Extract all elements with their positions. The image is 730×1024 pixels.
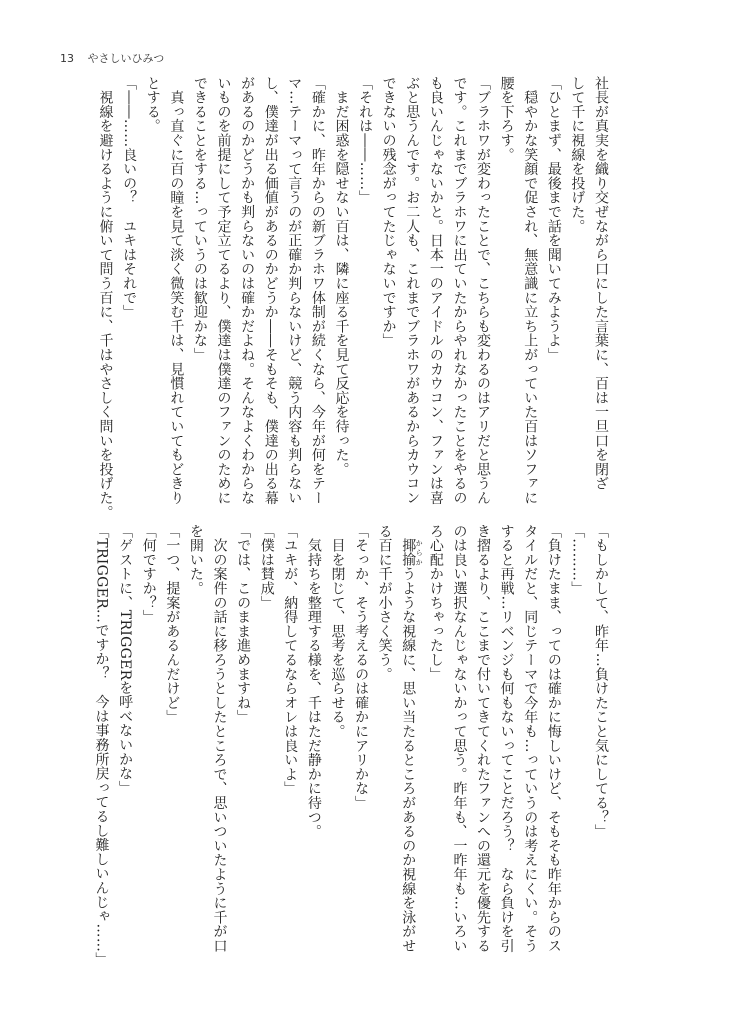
- text-line: 「何ですか？」: [140, 524, 157, 625]
- text-line: 「負けたまま、ってのは確かに悔しいけど、そもそも昨年からのス: [545, 524, 562, 953]
- text-line: できないの残念がってたじゃないですか」: [380, 76, 397, 348]
- text-line: のは良い選択なんじゃないかって思う。昨年も、一昨年も…いろい: [451, 524, 468, 953]
- text-line: 「確かに、昨年からの新ブラホワ体制が続くなら、今年が何をテー: [309, 76, 326, 505]
- lower-text-block: [92, 524, 612, 967]
- text-line: 「一つ、提案があるんだけど」: [164, 524, 181, 725]
- page-number: 13: [60, 52, 74, 65]
- text-line: 真っ直ぐに百の瞳を見て淡く微笑む千は、見慣れていてもどきり: [168, 76, 185, 505]
- text-line: し、僕達が出る価値があるのかどうか――そもそも、僕達の出る幕: [262, 76, 279, 505]
- text-line: 「では、このまま進めますね」: [235, 524, 252, 725]
- text-line: です。これまでブラホワに出ていたからやれなかったことをやるの: [451, 76, 468, 505]
- text-line: も良いんじゃないかと。日本一のアイドルのカウコン、ファンは喜: [427, 76, 444, 505]
- text-line: 穏やかな笑顔で促され、無意識に立ち上がっていた百はソファに: [522, 76, 539, 505]
- text-line: 社長が真実を織り交ぜながら口にした言葉に、百は一旦口を閉ざ: [593, 76, 609, 491]
- text-line: ろ心配かけちゃったし」: [427, 524, 444, 682]
- text-segment: うような視線に、思い当たるところがあるのか視線を泳がせ: [400, 566, 417, 954]
- text-line: できることをする…っていうのは歓迎かな」: [191, 76, 208, 362]
- text-line: 気持ちを整理する様を、千はただ静かに待つ。: [305, 524, 322, 839]
- text-line: いものを前提にして予定立てるより、僕達は僕達のファンのために: [215, 76, 232, 505]
- text-line: マ…テーマって言うのが正確か判らないけど、競う内容も判らない: [286, 76, 303, 505]
- text-line: 「僕は賛成」: [258, 524, 275, 610]
- text-line: 腰を下ろす。: [498, 76, 515, 162]
- text-line: 「もしかして、昨年…負けたこと気にしてる？」: [593, 524, 609, 839]
- text-segment: [400, 524, 416, 538]
- text-line: き摺るより、ここまで付いてきてくれたファンへの還元を優先する: [475, 524, 492, 953]
- book-title: やさしいひみつ: [87, 52, 165, 65]
- text-line: ぶと思うんです。お二人も、これまでブラホワがあるからカウコン: [404, 76, 421, 505]
- text-line: 「ユキが、納得してるならオレは良いよ」: [282, 524, 299, 796]
- text-line: タイルだと、同じテーマで今年も…っていうのは考えにくい。そう: [522, 524, 539, 953]
- text-line: [396, 524, 424, 954]
- text-line: を開いた。: [187, 524, 204, 596]
- running-header: [60, 50, 164, 66]
- text-line: 「それは――……」: [357, 76, 374, 205]
- ruby-reading: からか: [415, 538, 424, 567]
- ruby-base: 揶揄: [400, 538, 417, 567]
- upper-text-block: [92, 76, 612, 520]
- text-line: 次の案件の話に移ろうとしたところで、思いついたように千が口: [211, 524, 228, 953]
- text-line: 「そっか、そう考えるのは確かにアリかな」: [353, 524, 370, 810]
- text-line: る百に千が小さく笑う。: [376, 524, 393, 682]
- text-line: まだ困惑を隠せない百は、隣に座る千を見て反応を待った。: [333, 76, 350, 477]
- ruby-word: [400, 538, 424, 567]
- text-line: 目を閉じて、思考を巡らせる。: [329, 524, 346, 739]
- text-line: 視線を避けるように俯いて問う百に、千はやさしく問いを投げた。: [97, 76, 114, 520]
- text-line: 「――……良いの？ ユキはそれで」: [121, 76, 138, 320]
- text-line: して千に視線を投げた。: [569, 76, 586, 234]
- text-line: 「TRIGGER…ですか？ 今は事務所戻ってるし難しいんじゃ……」: [93, 524, 110, 967]
- text-line: すると再戦…リベンジも何もないってことだろう？ なら負けを引: [498, 524, 515, 953]
- text-line: 「ブラホワが変わったことで、こちらも変わるのはアリだと思うん: [475, 76, 492, 505]
- text-line: 「ひとまず、最後まで話を聞いてみようよ」: [545, 76, 562, 362]
- text-line: があるのかどうかも判らないのは確かだよね。そんなよくわからな: [239, 76, 256, 505]
- text-line: 「………」: [569, 524, 586, 596]
- text-line: 「ゲストに、TRIGGERを呼べないかな」: [117, 524, 134, 795]
- text-line: とする。: [144, 76, 161, 134]
